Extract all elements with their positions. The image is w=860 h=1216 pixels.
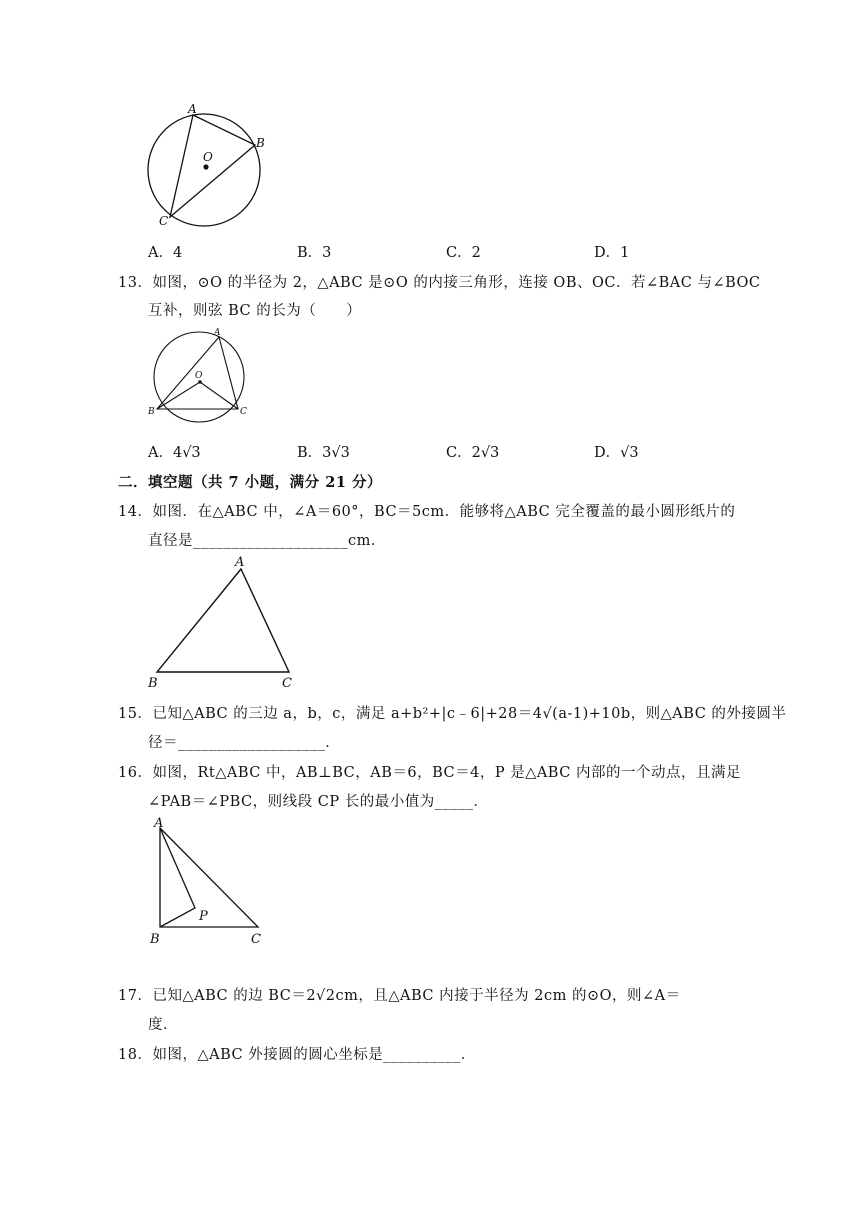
q15-text-line1: 15．已知△ABC 的三边 a，b，c，满足 a+b²+|c﹣6|+28＝4√(a-1)+10b，则△ABC 的外接圆半	[118, 706, 787, 722]
q16-label-C: C	[251, 932, 261, 947]
q16-text-line1: 16．如图，Rt△ABC 中，AB⊥BC，AB＝6，BC＝4，P 是△ABC 内部的一个动点，且满足	[118, 765, 741, 781]
q13-option-b: B．3√3	[297, 445, 350, 461]
q12-option-d: D．1	[594, 245, 630, 261]
q16-text-line2: ∠PAB＝∠PBC，则线段 CP 长的最小值为_____．	[148, 794, 489, 810]
q13-text-line2: 互补，则弦 BC 的长为（ ）	[148, 303, 362, 319]
q12-label-C: C	[159, 214, 169, 228]
q12-option-a: A．4	[148, 245, 183, 261]
q17-text-line2: 度．	[148, 1017, 178, 1033]
q13-label-A: A	[214, 328, 221, 338]
q12-figure	[140, 100, 275, 230]
q16-label-P: P	[199, 909, 208, 924]
q16-figure	[145, 812, 275, 952]
q12-option-b: B．3	[297, 245, 332, 261]
q13-option-a: A．4√3	[148, 445, 201, 461]
q12-label-A: A	[188, 102, 197, 116]
q14-label-C: C	[282, 676, 292, 691]
q13-text-line1: 13．如图，⊙O 的半径为 2，△ABC 是⊙O 的内接三角形，连接 OB、OC．若∠BAC 与∠BOC	[118, 275, 761, 291]
q13-option-d: D．√3	[594, 445, 639, 461]
q14-figure	[140, 550, 305, 692]
q13-figure	[143, 325, 258, 425]
q13-label-B: B	[148, 407, 155, 417]
q14-label-A: A	[235, 555, 245, 570]
q12-label-O: O	[203, 150, 213, 164]
section-2-heading: 二．填空题（共 7 小题，满分 21 分）	[118, 474, 382, 491]
q13-label-O: O	[195, 371, 203, 381]
q14-label-B: B	[148, 676, 158, 691]
q18-text-line1: 18．如图，△ABC 外接圆的圆心坐标是__________．	[118, 1047, 476, 1063]
q16-segments-ap-bp	[160, 828, 195, 927]
q13-label-C: C	[240, 407, 247, 417]
q16-label-B: B	[150, 932, 160, 947]
q12-option-c: C．2	[446, 245, 481, 261]
q14-triangle	[157, 569, 289, 672]
q12-center-dot	[203, 164, 208, 169]
q12-triangle	[170, 115, 255, 217]
q15-text-line2: 径＝___________________．	[148, 735, 341, 751]
q17-text-line1: 17．已知△ABC 的边 BC＝2√2cm，且△ABC 内接于半径为 2cm 的⊙O，则∠A＝	[118, 988, 681, 1004]
q16-triangle	[160, 828, 258, 927]
q13-option-c: C．2√3	[446, 445, 500, 461]
q12-circle	[148, 114, 260, 226]
q16-label-A: A	[154, 816, 164, 831]
q14-text-line2: 直径是____________________cm．	[148, 533, 386, 549]
q12-label-B: B	[256, 136, 265, 150]
q14-text-line1: 14．如图．在△ABC 中，∠A＝60°，BC＝5cm．能够将△ABC 完全覆盖的最小圆形纸片的	[118, 504, 736, 520]
